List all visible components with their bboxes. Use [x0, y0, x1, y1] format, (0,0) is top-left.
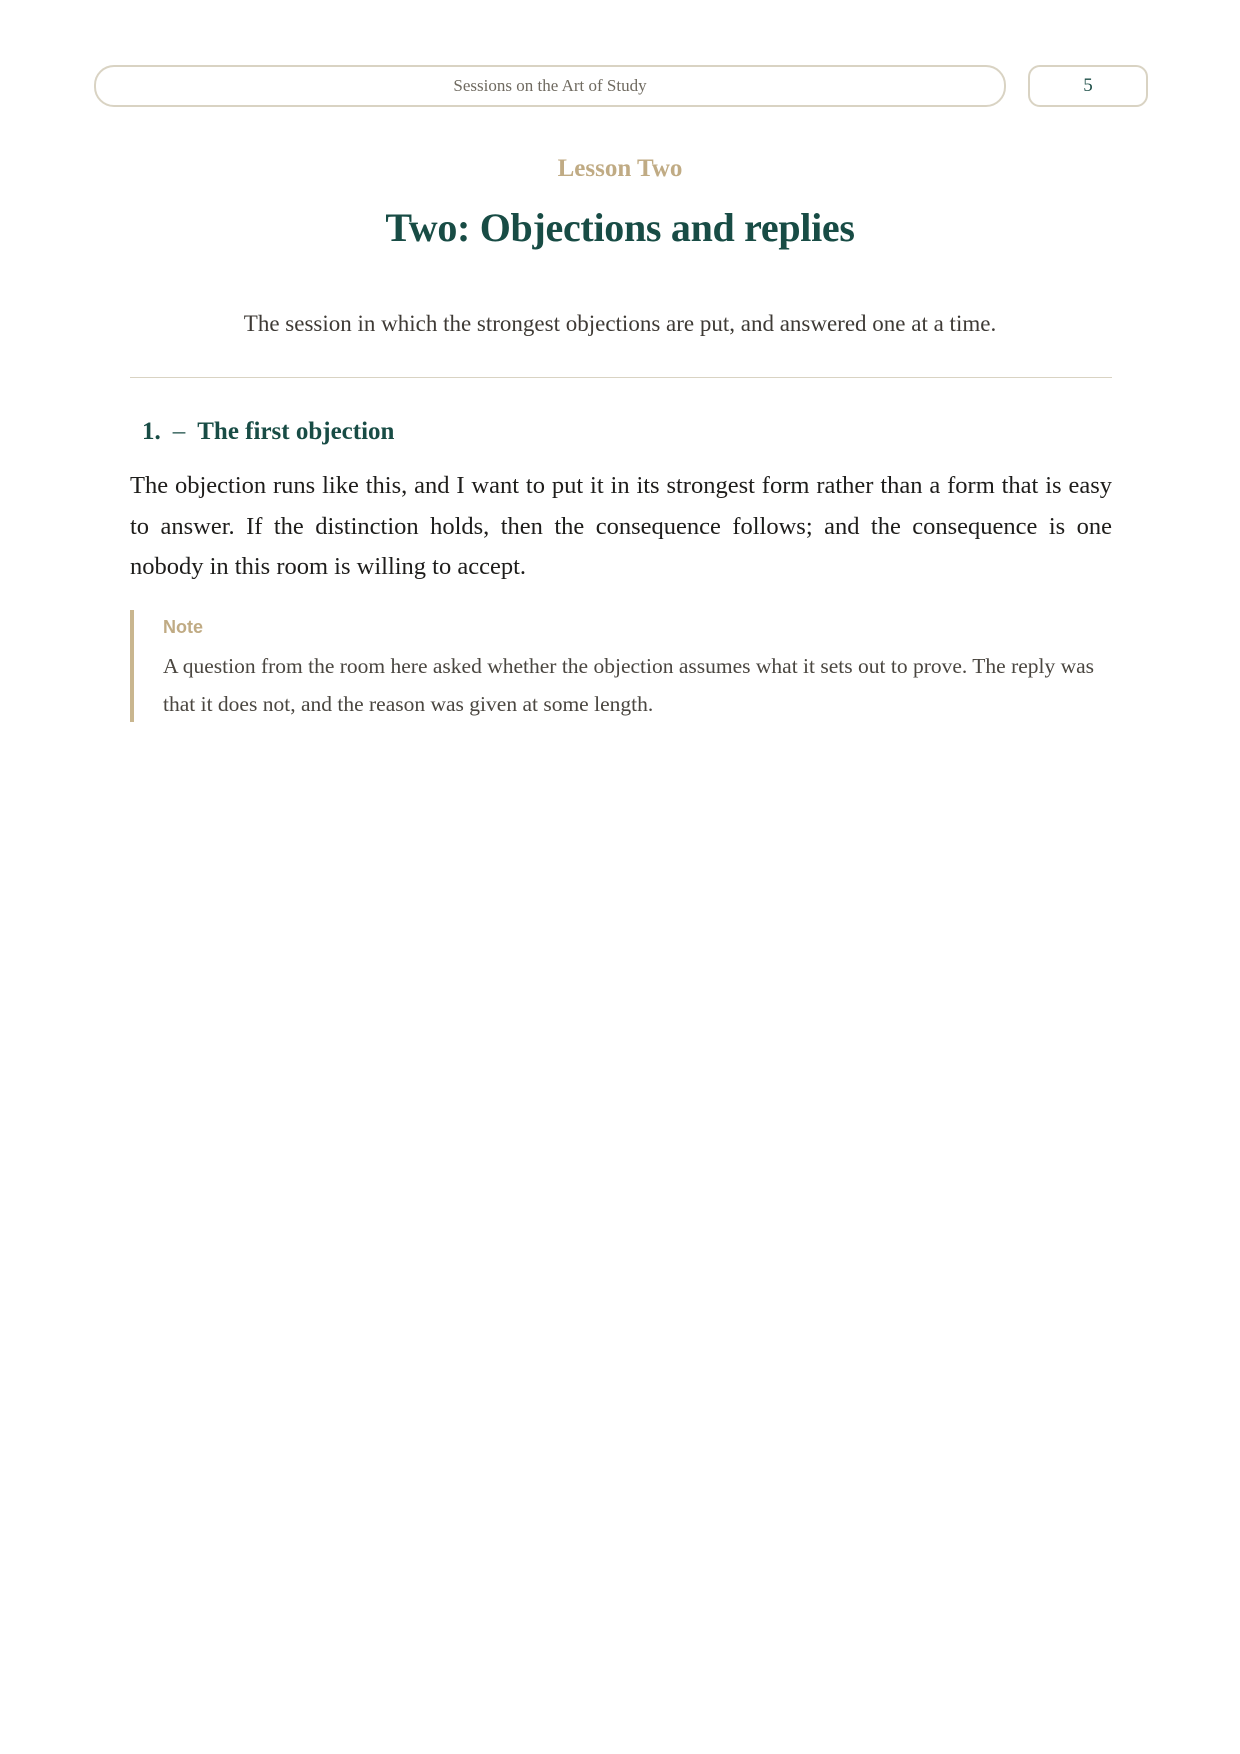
page-number: 5: [1083, 75, 1093, 96]
note-label: Note: [163, 617, 203, 637]
section-divider: [130, 377, 1112, 378]
page-title: Two: Objections and replies: [385, 205, 855, 250]
section-number: 1.: [142, 418, 161, 445]
lesson-kicker: Lesson Two: [557, 155, 683, 182]
section-heading: [142, 418, 394, 446]
section-body-paragraph: The objection runs like this, and I want to put it in its strongest form rather than a form that is easy to answer. If the distinction holds, then the consequence follows; and the consequence is one nobody in this room is willing to accept.: [130, 472, 1112, 580]
section-separator: –: [172, 418, 186, 445]
page-number-box: [1028, 65, 1148, 107]
running-header-title-text: Sessions on the Art of Study: [453, 76, 647, 95]
lesson-subtitle: The session in which the strongest objections are put, and answered one at a time.: [243, 311, 997, 336]
section-title: The first objection: [197, 418, 395, 445]
running-header-title: [94, 65, 1006, 107]
note-text: A question from the room here asked whether the objection assumes what it sets out to prove. The reply was that it does not, and the reason was given at some length.: [163, 654, 1095, 716]
note-callout: [130, 610, 1112, 722]
